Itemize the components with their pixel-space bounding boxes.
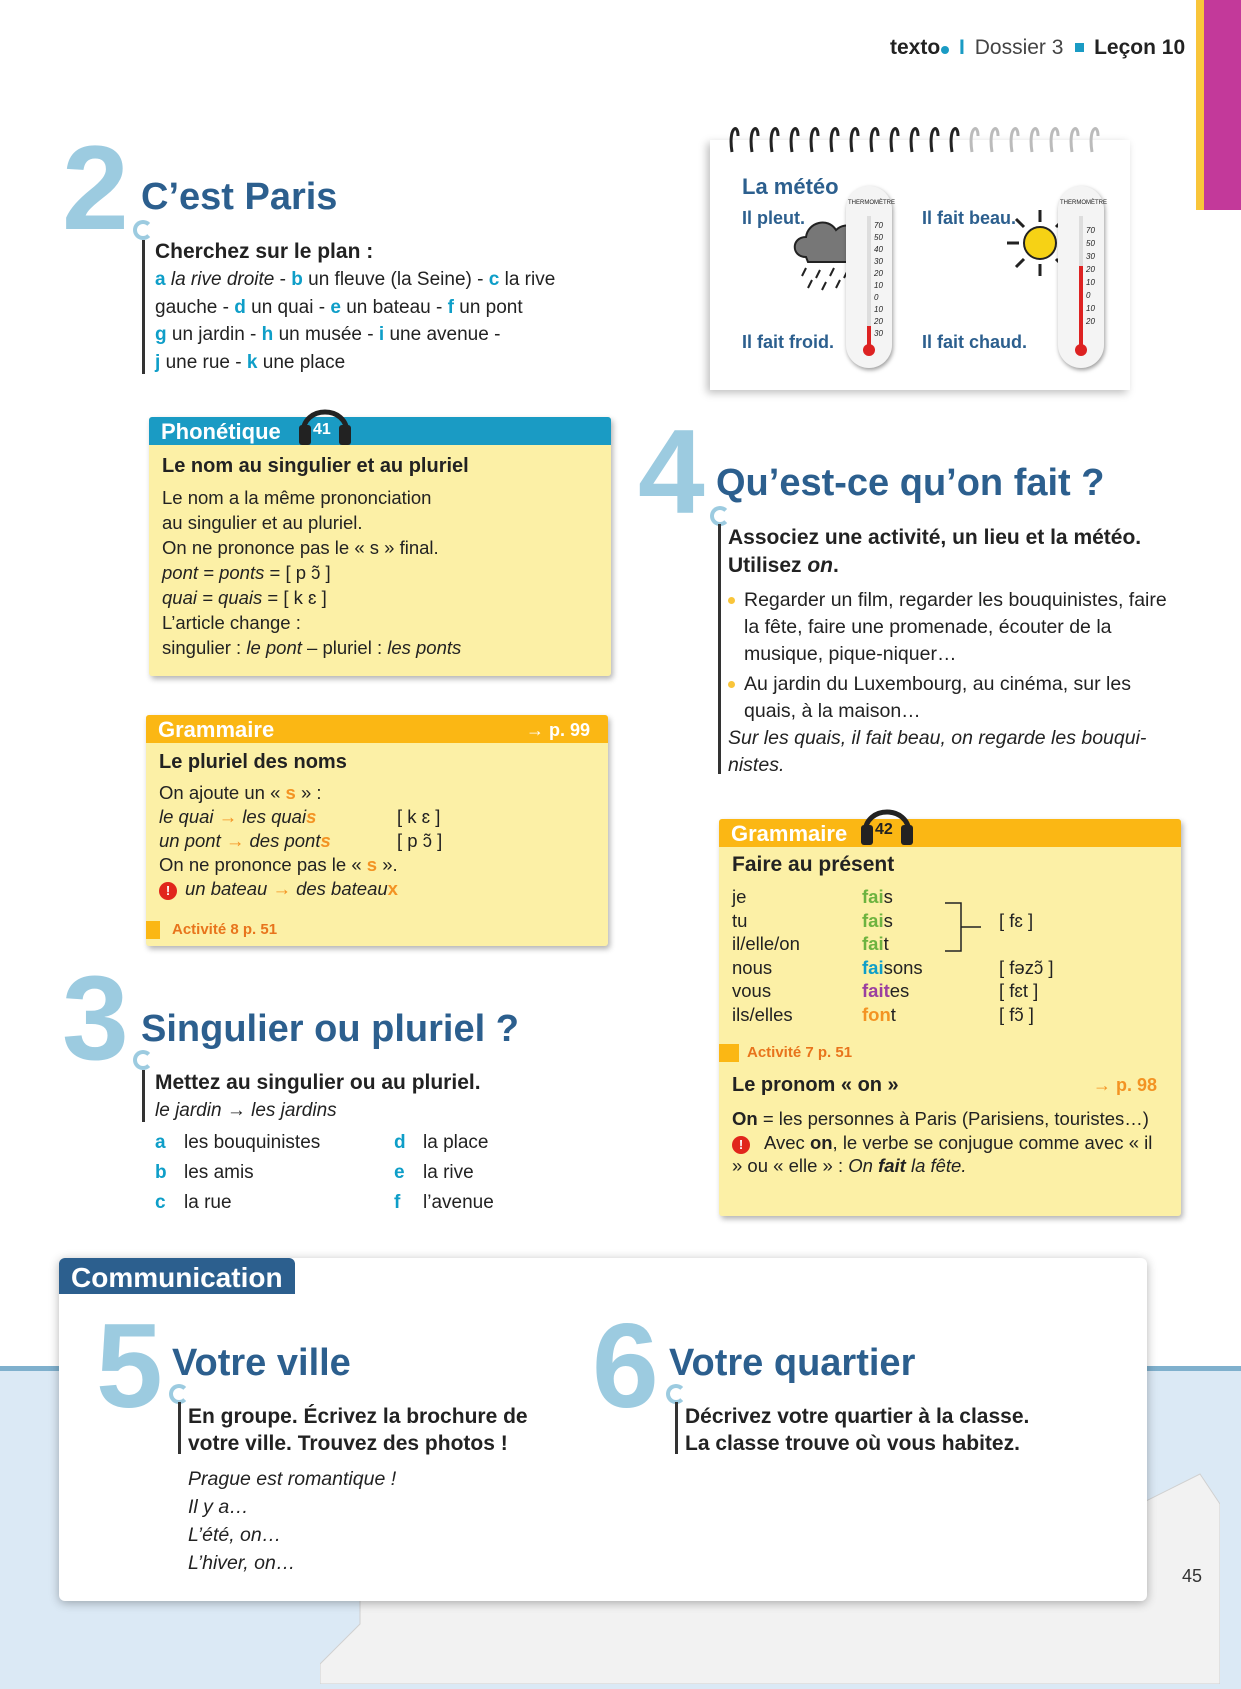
note-on: on (809, 1131, 833, 1153)
section-bar-6 (675, 1402, 678, 1454)
meteo-pleut: Il pleut. (742, 208, 805, 228)
scale-tick: 30 (1086, 252, 1095, 261)
gram-s: s (320, 830, 331, 851)
section-2-instruction: Cherchez sur le plan : (155, 240, 374, 263)
gram-text: ». (377, 854, 398, 875)
thermometer-mercury (867, 326, 871, 346)
play-icon (719, 1044, 739, 1062)
phon-line: Le nom a la même prononciation (162, 487, 432, 508)
phonetique-title: Le nom au singulier et au pluriel (162, 455, 469, 477)
meteo-notepad (710, 140, 1130, 390)
item-letter: b (291, 269, 303, 290)
item-letter: j (155, 351, 161, 373)
item-text: la rue (184, 1192, 232, 1213)
thermometer-mercury (1079, 266, 1083, 346)
section-dot-5 (169, 1384, 189, 1404)
item-text: un musée (278, 324, 363, 345)
conj-phon: [ fɔ̃ ] (999, 1003, 1034, 1025)
scale-tick: 10 (874, 281, 883, 290)
grammaire-faire-box (719, 819, 1181, 1216)
gram-s: s (285, 782, 296, 803)
page-number: 45 (1182, 1566, 1203, 1586)
example-line: Prague est romantique ! (188, 1468, 397, 1490)
conj-stem: fai (862, 886, 884, 907)
instruction-line: En groupe. Écrivez la brochure de (188, 1405, 528, 1428)
conj-phon: [ fɛ ] (999, 909, 1034, 931)
grammaire-header (146, 715, 608, 743)
conj-verb (862, 909, 893, 933)
item-sep: - (313, 296, 331, 318)
spiral-binding-icon (724, 118, 1124, 158)
bullet-dot-icon (728, 597, 735, 604)
section-4-bullets (728, 587, 1168, 779)
pronom-def (732, 1107, 1167, 1131)
meteo-froid: Il fait froid. (742, 332, 834, 352)
phonetique-header-label: Phonétique (161, 419, 281, 444)
conj-phon: [ fɛt ] (999, 980, 1039, 1001)
item-letter: g (155, 324, 167, 345)
grammaire-ref[interactable]: → p. 99 (525, 720, 590, 740)
phon-line (162, 635, 461, 660)
section-dot-4 (710, 506, 730, 526)
conj-verb (862, 932, 889, 956)
brand-dot-icon (941, 46, 949, 54)
edge-tab-top-yellow (1196, 0, 1204, 210)
thermometer-label: THERMOMÈTRE (848, 200, 895, 206)
phon-line (162, 585, 461, 610)
gram-line (159, 781, 599, 805)
conj-ending: t (883, 933, 889, 954)
headphones-icon (859, 797, 915, 847)
conj-pronoun: vous (732, 980, 772, 1001)
pronom-note (732, 1131, 1167, 1178)
gram-line (159, 877, 599, 901)
gram-line (159, 853, 599, 877)
item-text: les bouquinistes (184, 1132, 321, 1153)
play-icon (146, 921, 160, 939)
conj-pronoun: ils/elles (732, 1003, 793, 1025)
gram-s: s (366, 854, 378, 875)
activite-label: Activité 8 p. 51 (172, 921, 278, 938)
instruction-line: votre ville. Trouvez des photos ! (188, 1432, 508, 1455)
section-6-instruction (685, 1403, 1029, 1457)
conj-row (732, 956, 1172, 980)
scale-tick: 10 (1086, 304, 1095, 313)
list-row (155, 1158, 575, 1188)
header-square-icon (1075, 43, 1084, 52)
item-letter: h (261, 324, 274, 345)
section-4-example: Sur les quais, il fait beau, on regarde les bouqui-nistes. (728, 727, 1147, 776)
phon-text: – pluriel : (301, 637, 388, 658)
note-text: , le verbe se conjugue comme avec « il » ou « elle » : (732, 1131, 1153, 1176)
item-sep: - (362, 324, 379, 345)
instruction-text: Utilisez (728, 554, 808, 577)
track-number: 41 (313, 421, 331, 438)
arrow-icon: → (226, 1100, 246, 1121)
conj-verb (862, 956, 923, 980)
scale-tick: 20 (1086, 317, 1095, 326)
headphones-icon (297, 397, 353, 447)
item-letter: b (155, 1162, 167, 1183)
pronom-title: Le pronom « on » (732, 1074, 899, 1096)
section-number-2: 2 (62, 121, 129, 255)
item-letter: i (378, 324, 385, 345)
gram-phon: [ p ɔ̃ ] (397, 830, 443, 851)
phonetique-body (162, 485, 461, 660)
example-line: L’été, on… (188, 1524, 282, 1546)
item-text: un pont (459, 296, 523, 318)
bracket-icon (943, 901, 983, 953)
phon-transcription: = [ p ɔ̃ ] (264, 562, 331, 583)
item-letter: k (246, 351, 258, 373)
conj-phon: [ fəzɔ̃ ] (999, 956, 1054, 978)
thermometer-bulb (1075, 344, 1087, 356)
conj-pronoun: nous (732, 956, 773, 978)
gram-example: les quai (237, 806, 307, 827)
section-2-items: a la rive droite - b un fleuve (la Seine) - c la rive gauche - d un quai - e un bateau - f un pont g un jardin - h un musée - i une avenue - j une rue - k une place (155, 269, 556, 373)
phon-example: quai = quais (162, 587, 263, 608)
section-title-2: C’est Paris (141, 176, 338, 218)
item-letter: a (155, 1132, 166, 1153)
faire-title: Faire au présent (732, 853, 895, 876)
conj-ending: s (883, 909, 893, 931)
conj-ending: sons (883, 956, 923, 978)
item-letter: f (394, 1192, 401, 1213)
scale-tick: 40 (874, 245, 883, 254)
instruction-text: . (833, 554, 839, 577)
section-3-instruction: Mettez au singulier ou au pluriel. (155, 1071, 481, 1094)
header-dossier: Dossier 3 (974, 36, 1064, 59)
item-letter: c (488, 269, 500, 290)
conj-ending: s (883, 886, 893, 907)
section-number-6: 6 (592, 1299, 659, 1433)
gram-text: On ajoute un « (159, 782, 286, 803)
section-3-example (155, 1097, 337, 1124)
item-sep: - (430, 296, 448, 318)
section-title-3: Singulier ou pluriel ? (141, 1008, 519, 1050)
meteo-chaud: Il fait chaud. (922, 332, 1028, 352)
conj-verb (862, 979, 909, 1003)
grammaire-header (719, 819, 1181, 847)
example-text: le jardin (155, 1100, 227, 1121)
section-number-3: 3 (62, 951, 129, 1085)
thermometer-label: THERMOMÈTRE (1060, 200, 1107, 206)
section-5-examples (188, 1465, 396, 1577)
item-letter: a (155, 269, 166, 290)
bullet-text: Au jardin du Luxembourg, au cinéma, sur les quais, à la maison… (744, 673, 1131, 722)
section-dot-2 (133, 220, 153, 240)
item-letter: e (330, 296, 341, 318)
scale-tick: 10 (874, 305, 883, 314)
conj-pronoun: tu (732, 909, 748, 931)
phon-transcription: = [ k ɛ ] (262, 587, 327, 608)
item-text: la rive droite (170, 269, 275, 290)
bullet-item (728, 587, 1168, 668)
phon-line (162, 560, 461, 585)
communication-tab: Communication (59, 1258, 295, 1294)
instruction-line (728, 552, 1141, 580)
instruction-line: Décrivez votre quartier à la classe. (685, 1405, 1030, 1428)
phon-example: pont = ponts (162, 562, 265, 583)
bullet-dot-icon (728, 681, 735, 688)
note-text: Avec (764, 1131, 810, 1153)
grammaire-header-label: Grammaire (731, 821, 848, 846)
section-title-4: Qu’est-ce qu’on fait ? (716, 462, 1105, 504)
brand-texto: texto (890, 36, 941, 59)
item-letter: c (155, 1192, 166, 1213)
gram-example: des pont (244, 830, 321, 851)
conj-row (732, 1003, 1172, 1027)
conj-verb (862, 1003, 896, 1027)
edge-tab-top (1204, 0, 1241, 210)
pronom-on: On (732, 1108, 758, 1129)
item-letter: d (394, 1132, 406, 1153)
item-text: la rive (423, 1162, 474, 1183)
phon-line: au singulier et au pluriel. (162, 512, 363, 533)
pronom-ref[interactable]: → p. 98 (1092, 1075, 1157, 1095)
pronom-body (732, 1107, 1167, 1178)
phon-text: singulier : (162, 637, 247, 658)
conj-stem: fait (862, 980, 890, 1001)
conj-stem: fai (862, 909, 884, 931)
item-text: l’avenue (423, 1192, 494, 1213)
meteo-title: La météo (742, 174, 839, 199)
item-text: les amis (184, 1162, 254, 1183)
grammaire-pluriel-box (146, 715, 608, 946)
scale-tick: 30 (874, 329, 883, 338)
instruction-on: on (807, 554, 834, 577)
arrow-icon: → (225, 830, 245, 851)
scale-tick: 20 (1086, 265, 1095, 274)
scale-tick: 30 (874, 257, 883, 266)
item-text: la place (423, 1132, 489, 1153)
section-number-5: 5 (96, 1299, 163, 1433)
warning-icon: ! (159, 882, 177, 900)
item-letter: e (394, 1162, 405, 1183)
conj-ending: es (889, 980, 910, 1001)
item-text: un bateau (346, 296, 431, 318)
scale-tick: 0 (874, 293, 879, 302)
section-bar-5 (178, 1402, 181, 1454)
gram-line (159, 829, 599, 853)
scale-tick: 20 (874, 317, 883, 326)
thermometer-hot (1058, 186, 1107, 368)
item-text: un fleuve (la Seine) (308, 269, 472, 290)
item-letter: d (234, 296, 246, 318)
item-text: un quai (251, 296, 314, 318)
conj-stem: fon (862, 1003, 891, 1025)
gram-text: » : (295, 782, 322, 803)
conj-pronoun: il/elle/on (732, 933, 800, 954)
grammaire-header-label: Grammaire (158, 717, 275, 742)
gram-example: le quai (159, 806, 219, 827)
item-sep: - (230, 351, 247, 373)
phonetique-box (149, 417, 611, 676)
arrow-icon: → (272, 878, 291, 899)
note-example-bold: fait (878, 1155, 906, 1176)
header-separator: I (959, 36, 965, 59)
item-letter: f (447, 296, 454, 318)
thermometer-scale (1086, 224, 1095, 328)
instruction-line: La classe trouve où vous habitez. (685, 1432, 1020, 1455)
list-row (155, 1188, 575, 1218)
item-sep: - (244, 324, 262, 345)
item-text: une place (262, 351, 346, 373)
thermometer-cold (846, 186, 895, 368)
phon-example: le pont (246, 637, 302, 658)
gram-example: des bateau (290, 878, 388, 899)
bullet-text: Regarder un film, regarder les bouquinistes, faire la fête, faire une promenade, écouter de la musique, pique-niquer… (744, 589, 1167, 665)
scale-tick: 70 (1086, 226, 1095, 235)
bullet-item (728, 671, 1168, 725)
grammaire-body (159, 781, 599, 901)
conj-ending: t (890, 1003, 896, 1025)
section-3-items (155, 1128, 575, 1218)
section-title-6: Votre quartier (669, 1342, 916, 1384)
meteo-beau: Il fait beau. (922, 208, 1017, 228)
phonetique-header (149, 417, 611, 445)
conj-row (732, 979, 1172, 1003)
phon-example: les ponts (387, 637, 462, 658)
thermometer-scale (874, 220, 883, 340)
conj-stem: fai (862, 933, 884, 954)
item-text: une rue (165, 351, 231, 373)
warning-icon: ! (732, 1136, 750, 1154)
item-sep: - (471, 269, 489, 290)
item-text: une avenue (389, 324, 489, 345)
pronom-text: = les personnes à Paris (Parisiens, touristes…) (757, 1108, 1149, 1129)
item-sep: - (274, 269, 292, 290)
scale-tick: 0 (1086, 291, 1091, 300)
phon-line: On ne prononce pas le « s » final. (162, 537, 439, 558)
example-text: les jardins (245, 1100, 337, 1121)
example-line: L’hiver, on… (188, 1552, 296, 1574)
activite-link[interactable] (146, 921, 277, 939)
gram-line (159, 805, 599, 829)
activite-label: Activité 7 p. 51 (747, 1044, 853, 1061)
item-sep: - (217, 296, 235, 318)
list-row (155, 1128, 575, 1158)
gram-x: x (387, 878, 398, 899)
header-lecon: Leçon 10 (1094, 36, 1186, 59)
section-dot-3 (133, 1050, 153, 1070)
note-example: la fête. (905, 1155, 967, 1176)
track-number: 42 (875, 821, 893, 838)
gram-text: On ne prononce pas le « (159, 854, 367, 875)
arrow-icon: → (218, 806, 238, 827)
item-text: un jardin (171, 324, 245, 345)
gram-example: un pont (159, 830, 226, 851)
grammaire-title: Le pluriel des noms (159, 751, 347, 773)
gram-example: un bateau (185, 878, 273, 899)
gram-s: s (306, 806, 317, 827)
section-dot-6 (666, 1384, 686, 1404)
scale-tick: 10 (1086, 278, 1095, 287)
section-title-5: Votre ville (172, 1342, 351, 1384)
scale-tick: 70 (874, 221, 883, 230)
example-line: Il y a… (188, 1496, 249, 1518)
instruction-line: Associez une activité, un lieu et la météo. (728, 526, 1142, 549)
conj-pronoun: je (732, 886, 747, 907)
thermometer-bulb (863, 344, 875, 356)
section-bar-3 (142, 1070, 145, 1122)
section-bar-2 (142, 240, 145, 374)
phon-line: L’article change : (162, 612, 301, 633)
conj-verb (862, 885, 893, 909)
running-header (890, 36, 1185, 60)
item-text: la rive gauche (155, 269, 556, 318)
note-example: On (848, 1155, 879, 1176)
section-bar-4 (718, 524, 721, 774)
gram-phon: [ k ɛ ] (397, 806, 441, 827)
section-number-4: 4 (638, 405, 705, 539)
conj-stem: fai (862, 956, 884, 978)
activite-link[interactable] (719, 1044, 852, 1062)
scale-tick: 50 (1086, 239, 1095, 248)
scale-tick: 20 (874, 269, 883, 278)
section-4-instruction (728, 524, 1141, 580)
section-5-instruction (188, 1403, 528, 1457)
scale-tick: 50 (874, 233, 883, 242)
